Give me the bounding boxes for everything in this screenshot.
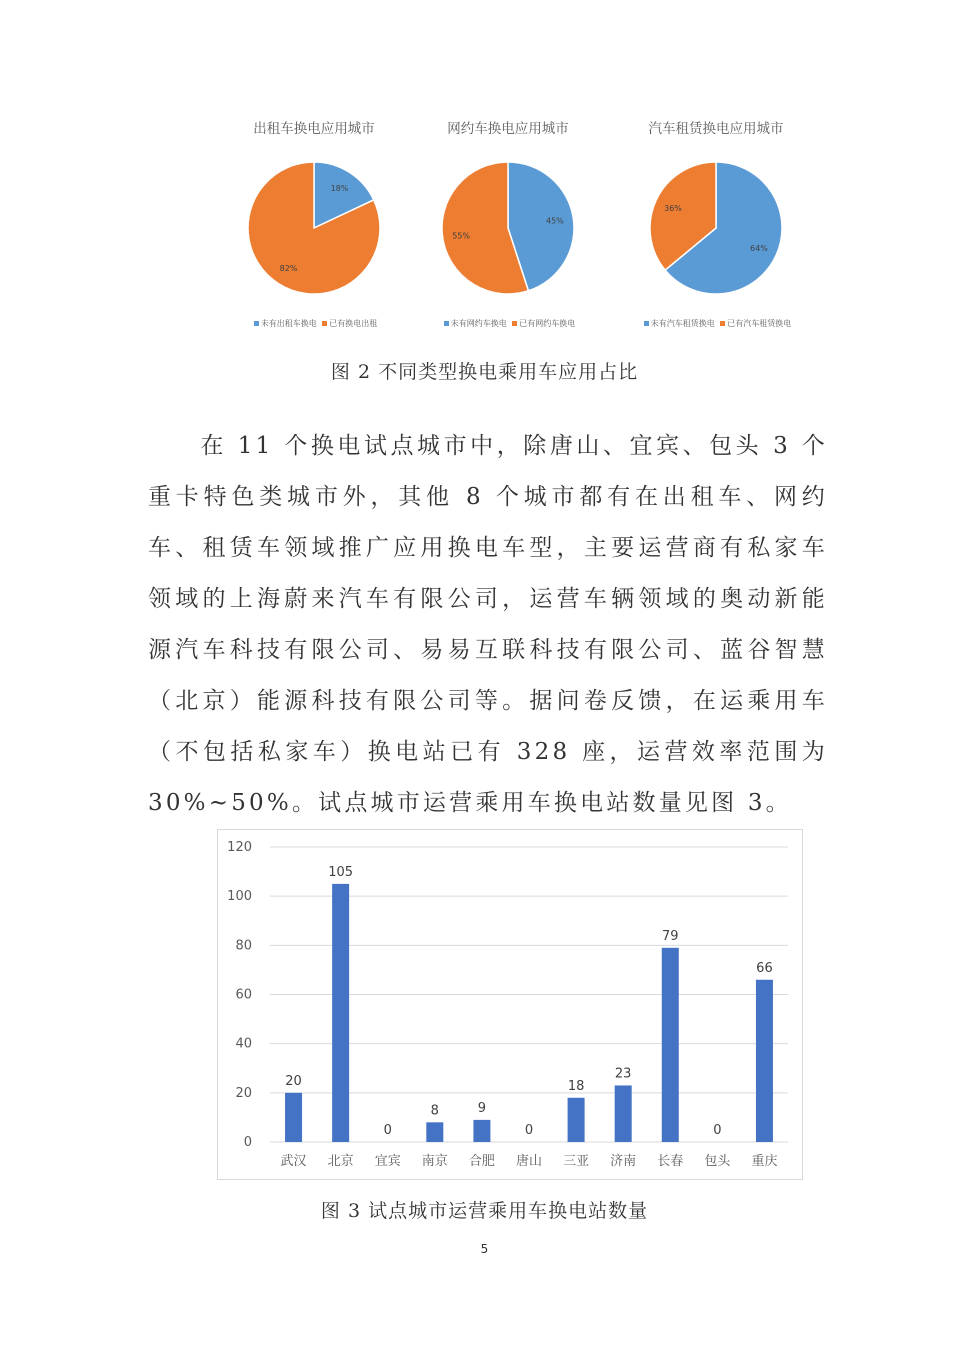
bar-data-label: 0: [524, 1123, 534, 1138]
legend-label: 已有网约车换电: [519, 319, 576, 328]
x-tick-label: 重庆: [751, 1154, 778, 1169]
x-tick-label: 济南: [610, 1154, 637, 1169]
pie-data-label: 64%: [750, 244, 768, 254]
legend-swatch: [644, 321, 649, 326]
paragraph-text: 在 11 个换电试点城市中，除唐山、宜宾、包头 3 个重卡特色类城市外，其他 8 个城市都有在出租车、网约车、租赁车领域推广应用换电车型，主要运营商有私家车领域的上海蔚来汽车有限公司，运营车辆领域的奥动新能源汽车科技有限公司、易易互联科技有限公司、蓝谷智慧（北京）能源科技有限公司等。据问卷反馈，在运乘用车（不包括私家车）换电站已有 328 座，运营效率范围为 30%~50%。试点城市运营乘用车换电站数量见图 3。: [148, 433, 828, 816]
bar-data-label: 105: [328, 864, 354, 880]
legend-label: 未有出租车换电: [260, 319, 317, 328]
pie-svg: [214, 140, 414, 300]
x-tick-label: 宜宾: [374, 1154, 401, 1169]
y-tick-label: 0: [243, 1135, 252, 1150]
pie-data-label: 55%: [452, 231, 470, 241]
x-tick-label: 南京: [421, 1154, 448, 1169]
legend-swatch: [254, 321, 259, 326]
x-tick-label: 合肥: [468, 1154, 495, 1169]
bar: [615, 1085, 632, 1142]
figure-2-caption: 图 2 不同类型换电乘用车应用占比: [330, 361, 639, 383]
y-tick-label: 80: [235, 938, 252, 954]
legend-label: 已有汽车租赁换电: [727, 319, 792, 328]
pie-data-label: 82%: [279, 264, 298, 274]
pie-title: 出租车换电应用城市: [253, 121, 375, 137]
bar-data-label: 66: [756, 960, 773, 976]
legend-swatch: [720, 321, 725, 326]
pie-title: 汽车租赁换电应用城市: [648, 121, 784, 137]
pie-data-label: 18%: [330, 183, 349, 193]
pie-legend: [403, 318, 613, 329]
pie-title: 网约车换电应用城市: [447, 121, 569, 137]
y-tick-label: 40: [235, 1036, 252, 1052]
pie-legend: [611, 318, 821, 329]
bar: [756, 980, 773, 1142]
pie-svg: [616, 140, 816, 300]
pie-chart-ride-hailing: [408, 118, 608, 328]
legend-swatch: [322, 321, 327, 326]
pie-legend: [209, 318, 419, 329]
bar: [285, 1093, 302, 1142]
pie-data-label: 36%: [664, 203, 682, 213]
bar-data-label: 0: [713, 1123, 722, 1138]
legend-swatch: [444, 321, 449, 326]
bar: [473, 1120, 490, 1142]
page-number: 5: [480, 1242, 489, 1256]
bar-chart-frame: [217, 829, 803, 1180]
y-tick-label: 60: [235, 987, 252, 1003]
bar-data-label: 79: [661, 928, 679, 944]
x-tick-label: 三亚: [563, 1154, 590, 1169]
x-tick-label: 唐山: [515, 1154, 543, 1169]
pie-chart-car-rental: [616, 118, 816, 328]
bar-data-label: 18: [567, 1078, 585, 1094]
pie-svg: [408, 140, 608, 300]
x-tick-label: 武汉: [280, 1154, 307, 1169]
legend-label: 未有汽车租赁换电: [650, 319, 715, 328]
bar-data-label: 23: [614, 1066, 632, 1082]
legend-swatch: [512, 321, 517, 326]
legend-label: 未有网约车换电: [450, 319, 507, 328]
bar-chart: [218, 830, 802, 1179]
legend-label: 已有换电出租: [329, 319, 378, 328]
bar-data-label: 8: [430, 1103, 439, 1119]
bar-data-label: 9: [477, 1100, 487, 1116]
bar: [426, 1122, 443, 1142]
body-paragraph: [148, 421, 828, 829]
bar: [568, 1098, 585, 1142]
x-tick-label: 包头: [704, 1154, 731, 1169]
y-tick-label: 20: [235, 1085, 252, 1101]
bar-data-label: 0: [383, 1123, 392, 1138]
y-tick-label: 100: [227, 889, 252, 905]
bar-data-label: 20: [285, 1073, 302, 1089]
y-tick-label: 120: [227, 840, 252, 855]
figure-3-caption: 图 3 试点城市运营乘用车换电站数量: [320, 1200, 649, 1222]
pie-chart-taxi: [214, 118, 414, 328]
bar: [662, 948, 679, 1142]
x-tick-label: 长春: [657, 1154, 684, 1169]
pie-data-label: 45%: [546, 216, 564, 226]
x-tick-label: 北京: [327, 1154, 354, 1169]
bar: [332, 884, 349, 1142]
